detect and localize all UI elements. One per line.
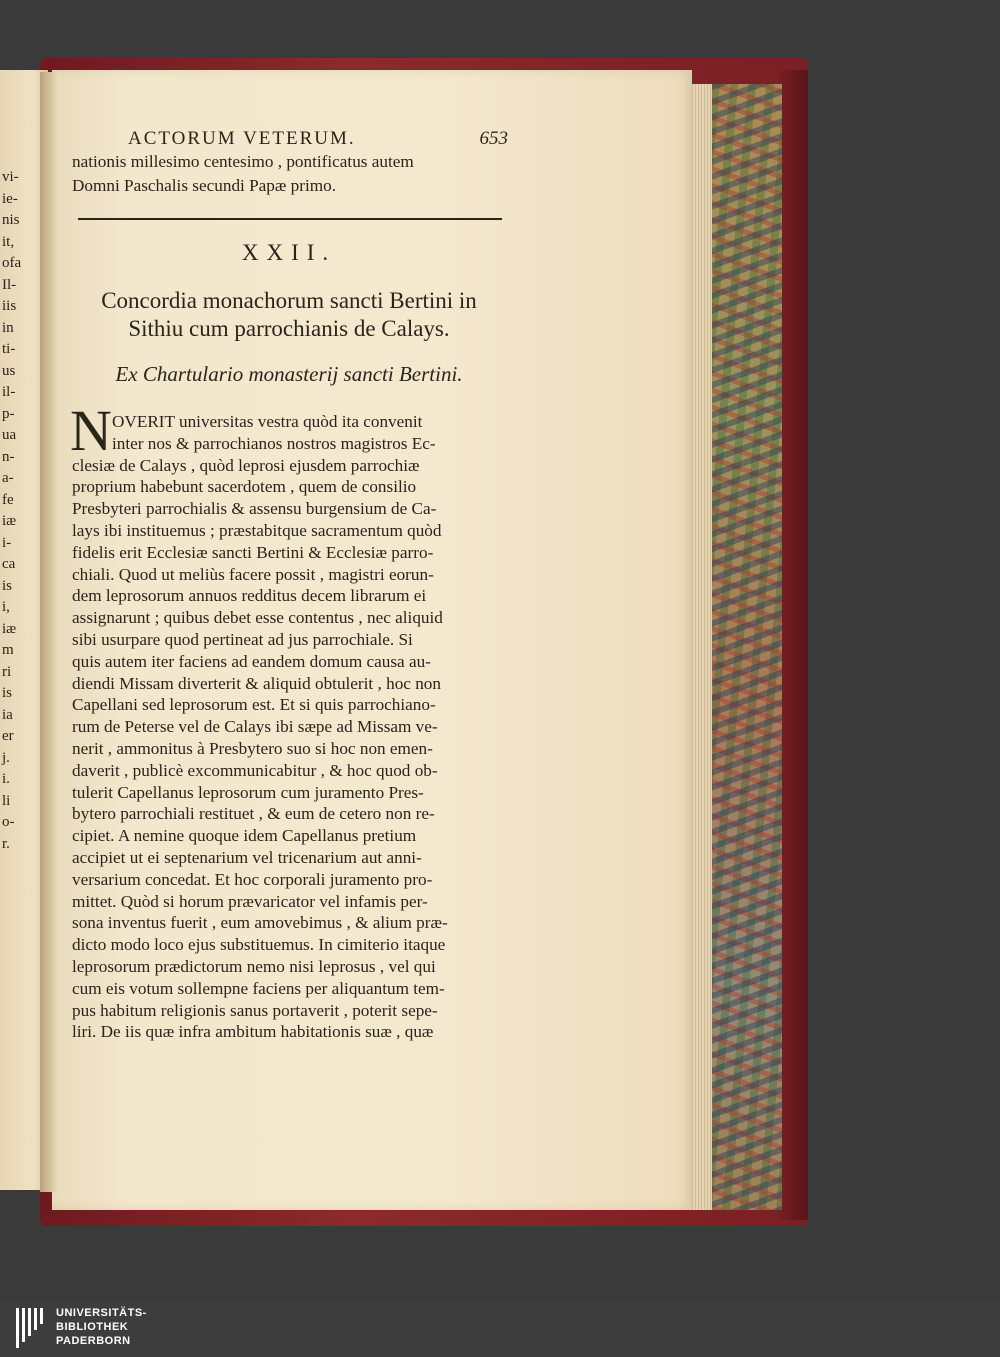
left-page-text-fragment: Il- [2, 276, 17, 293]
body-text-line: liri. De iis quæ infra ambitum habitationis suæ , quæ [72, 1022, 434, 1042]
page-gutter [40, 72, 58, 1192]
drop-cap: N [70, 398, 112, 463]
left-page-text-fragment: i, [2, 599, 10, 615]
body-text-line: nerit , ammonitus à Presbytero suo si hoc non emen- [72, 739, 433, 758]
library-logo-line: PADERBORN [56, 1335, 131, 1347]
body-text-line: lays ibi instituemus ; præstabitque sacramentum quòd [72, 521, 442, 540]
body-text-line: assignarunt ; quibus debet esse contentus , nec aliquid [72, 608, 443, 628]
body-text-line: dem leprosorum annuos redditus decem librarum ei [72, 586, 427, 606]
left-page-text-fragment: o- [2, 814, 15, 830]
left-page-text-fragment: r. [2, 835, 10, 852]
left-page-text-fragment: iæ [2, 513, 17, 529]
left-page-text-fragment: us [2, 362, 16, 379]
marbled-edge [712, 84, 782, 1210]
left-page-text-fragment: ia [2, 706, 13, 723]
body-text-line: chiali. Quod ut meliùs facere possit , magistri eorun- [72, 564, 434, 584]
left-page-text-fragment: is [2, 577, 13, 594]
body-text-line: clesiæ de Calays , quòd leprosi ejusdem parrochiæ [72, 455, 420, 475]
left-page-text-fragment: ie- [2, 190, 18, 207]
text-line: nationis millesimo centesimo , pontificatus autem [72, 152, 414, 171]
source-note: Ex Chartulario monasterij sancti Bertini. [115, 362, 463, 386]
section-number: XXII. [241, 240, 337, 265]
text-line: Domni Paschalis secundi Papæ primo. [72, 176, 336, 195]
left-page-text-fragment: li [2, 792, 11, 809]
left-page-text-fragment: iæ [2, 620, 17, 637]
body-text-line: accipiet ut ei septenarium vel tricenarium aut anni- [72, 848, 422, 867]
section-title-line: Sithiu cum parrochianis de Calays. [128, 316, 450, 341]
left-page-text-fragment: il- [2, 384, 16, 400]
library-logo-line: UNIVERSITÄTS- [56, 1307, 147, 1319]
left-page-text-fragment: n- [2, 448, 15, 465]
left-page-text-fragment: it, [2, 233, 15, 250]
body-text-line: dicto modo loco ejus substituemus. In cimiterio itaque [72, 935, 446, 955]
body-text-line: tulerit Capellanus leprosorum cum juramento Pres- [72, 782, 424, 802]
footer-bar [0, 1300, 1000, 1357]
left-page-text-fragment: i- [2, 534, 12, 551]
section-title-line: Concordia monachorum sancti Bertini in [101, 288, 477, 313]
library-logo-icon [16, 1308, 46, 1348]
body-text-line: sibi usurpare quod pertineat ad jus parrochiale. Si [72, 630, 413, 649]
left-page-text-fragment: vi- [2, 169, 19, 185]
body-text-line: fidelis erit Ecclesiæ sancti Bertini & Ecclesiæ parro- [72, 542, 434, 562]
body-text-line: Capellani sed leprosorum est. Et si quis parrochiano- [72, 695, 436, 715]
left-page-text-fragment: is [2, 685, 13, 701]
body-text-line: versarium concedat. Et hoc corporali juramento pro- [72, 869, 433, 889]
body-text-line: Presbyteri parrochialis & assensu burgensium de Ca- [72, 499, 437, 519]
left-page-text-fragment: nis [2, 212, 20, 228]
body-text-line: inter nos & parrochianos nostros magistros Ec- [112, 433, 436, 453]
book-binding-edge [778, 70, 808, 1220]
left-page-text-fragment: i. [2, 771, 10, 787]
body-text-line: cipiet. A nemine quoque idem Capellanus pretium [72, 826, 417, 846]
left-page-text-fragment: ri [2, 663, 12, 680]
body-text-line: diendi Missam diverterit & aliquid obtulerit , hoc non [72, 673, 441, 693]
body-text-line: proprium habebunt sacerdotem , quem de consilio [72, 477, 417, 497]
left-page-text-fragment: fe [2, 491, 14, 508]
left-page-text-fragment: m [2, 642, 14, 658]
body-text-line: mittet. Quòd si horum prævaricator vel infamis per- [72, 891, 428, 911]
left-page-text-fragment: ofa [2, 255, 22, 271]
body-text-line: quis autem iter faciens ad eandem domum causa au- [72, 651, 431, 671]
body-text-line: daverit , publicè excommunicabitur , & hoc quod ob- [72, 760, 438, 780]
left-page-text-fragment: j. [2, 749, 10, 766]
left-page-text-fragment: ca [2, 556, 16, 572]
left-page-text-fragment: p- [2, 405, 15, 422]
left-page-text-fragment: iis [2, 298, 17, 314]
left-page-text-fragment: ua [2, 427, 17, 443]
page-number: 653 [479, 128, 508, 149]
left-page-text-fragment: in [2, 319, 14, 336]
body-text-line: leprosorum prædictorum nemo nisi leprosus , vel qui [72, 957, 436, 976]
body-text-line: pus habitum religionis sanus portaverit , poterit sepe- [72, 1000, 438, 1020]
body-text-line: bytero parrochiali restituet , & eum de cetero non re- [72, 804, 435, 824]
library-logo-line: BIBLIOTHEK [56, 1321, 129, 1333]
left-page-text-fragment: er [2, 728, 14, 744]
left-page-text-fragment: ti- [2, 341, 16, 357]
running-head [128, 128, 508, 150]
section-divider [78, 218, 502, 220]
running-head-title: ACTORUM VETERUM. [128, 128, 356, 149]
body-text-line: OVERIT universitas vestra quòd ita convenit [112, 412, 423, 431]
body-text-line: sona inventus fuerit , eum amovebimus , & alium præ- [72, 913, 448, 933]
left-page-text-fragment: a- [2, 470, 14, 486]
body-text-line: rum de Peterse vel de Calays ibi sæpe ad Missam ve- [72, 717, 438, 737]
body-text-line: cum eis votum sollempne faciens per aliquantum tem- [72, 978, 445, 998]
